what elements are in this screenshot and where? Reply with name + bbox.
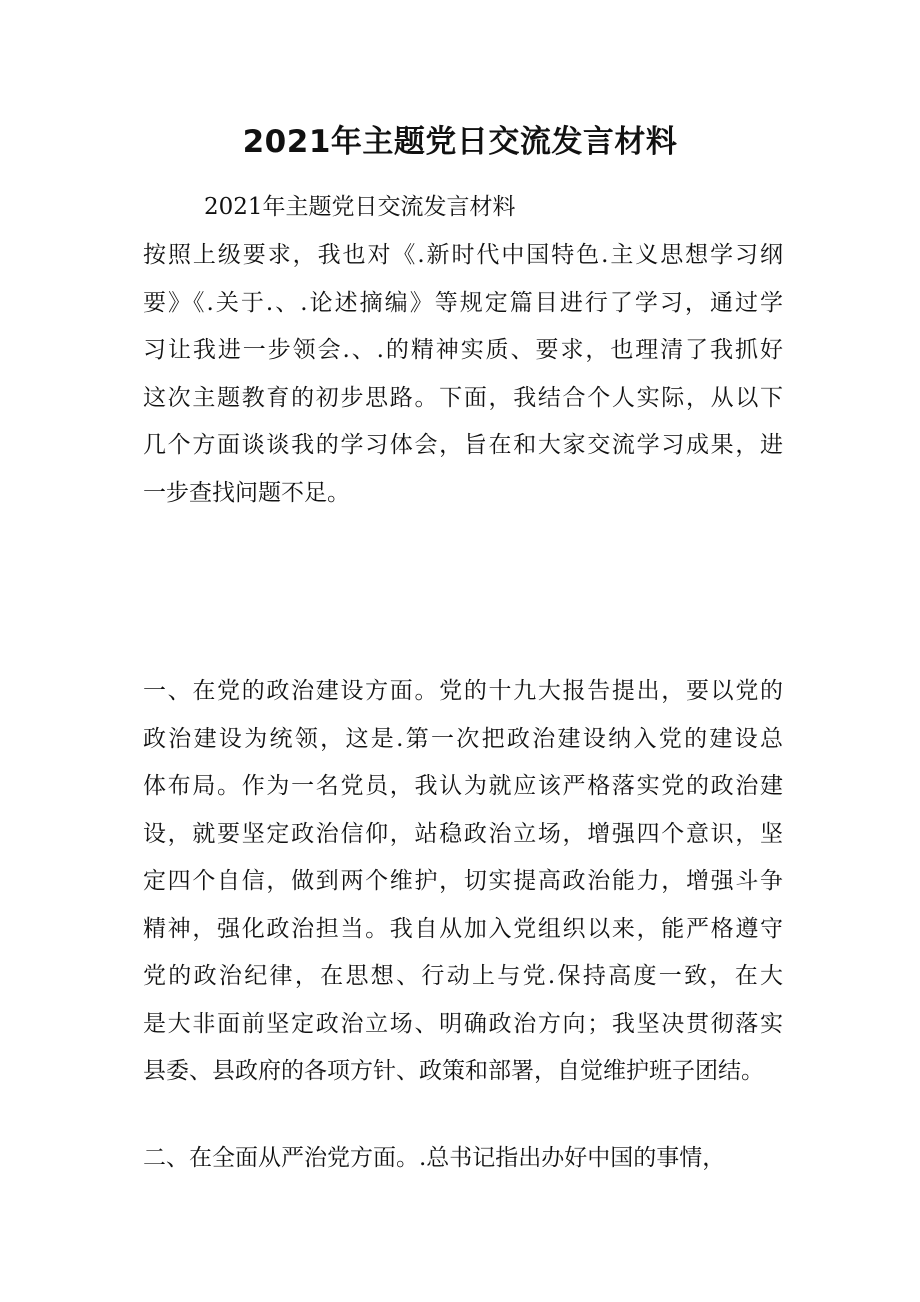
text-line: 是大非面前坚定政治立场、明确政治方向；我坚决贯彻落实 bbox=[143, 1010, 783, 1037]
text-line: 这次主题教育的初步思路。下面，我结合个人实际，从以下 bbox=[143, 384, 783, 411]
text-line: 政治建设为统领，这是.第一次把政治建设纳入党的建设总 bbox=[143, 725, 783, 752]
text-line: 按照上级要求，我也对《.新时代中国特色.主义思想学习纲 bbox=[143, 242, 783, 268]
text-line: 体布局。作为一名党员，我认为就应该严格落实党的政治建 bbox=[143, 773, 783, 799]
paragraph-section-two bbox=[143, 1135, 783, 1183]
text-line: 党的政治纪律，在思想、行动上与党.保持高度一致，在大 bbox=[143, 963, 783, 989]
text-line: 几个方面谈谈我的学习体会，旨在和大家交流学习成果，进 bbox=[143, 432, 783, 458]
paragraph-intro bbox=[143, 232, 783, 517]
text-line: 要》《.关于.、.论述摘编》等规定篇目进行了学习，通过学 bbox=[143, 289, 783, 316]
text-line: 设，就要坚定政治信仰，站稳政治立场，增强四个意识，坚 bbox=[143, 820, 783, 847]
document-subtitle: 2021年主题党日交流发言材料 bbox=[204, 194, 516, 220]
text-line: 一步查找问题不足。 bbox=[143, 479, 350, 506]
document-title: 2021年主题党日交流发言材料 bbox=[242, 124, 678, 160]
text-line: 习让我进一步领会.、.的精神实质、要求，也理清了我抓好 bbox=[143, 337, 783, 363]
text-line: 二、在全面从严治党方面。.总书记指出办好中国的事情， bbox=[143, 1145, 726, 1171]
text-line: 一、在党的政治建设方面。党的十九大报告提出，要以党的 bbox=[143, 678, 783, 704]
text-line: 定四个自信，做到两个维护，切实提高政治能力，增强斗争 bbox=[143, 868, 783, 894]
text-line: 县委、县政府的各项方针、政策和部署，自觉维护班子团结。 bbox=[143, 1058, 764, 1084]
text-line: 精神，强化政治担当。我自从加入党组织以来，能严格遵守 bbox=[143, 915, 783, 942]
paragraph-section-one bbox=[143, 668, 783, 1096]
